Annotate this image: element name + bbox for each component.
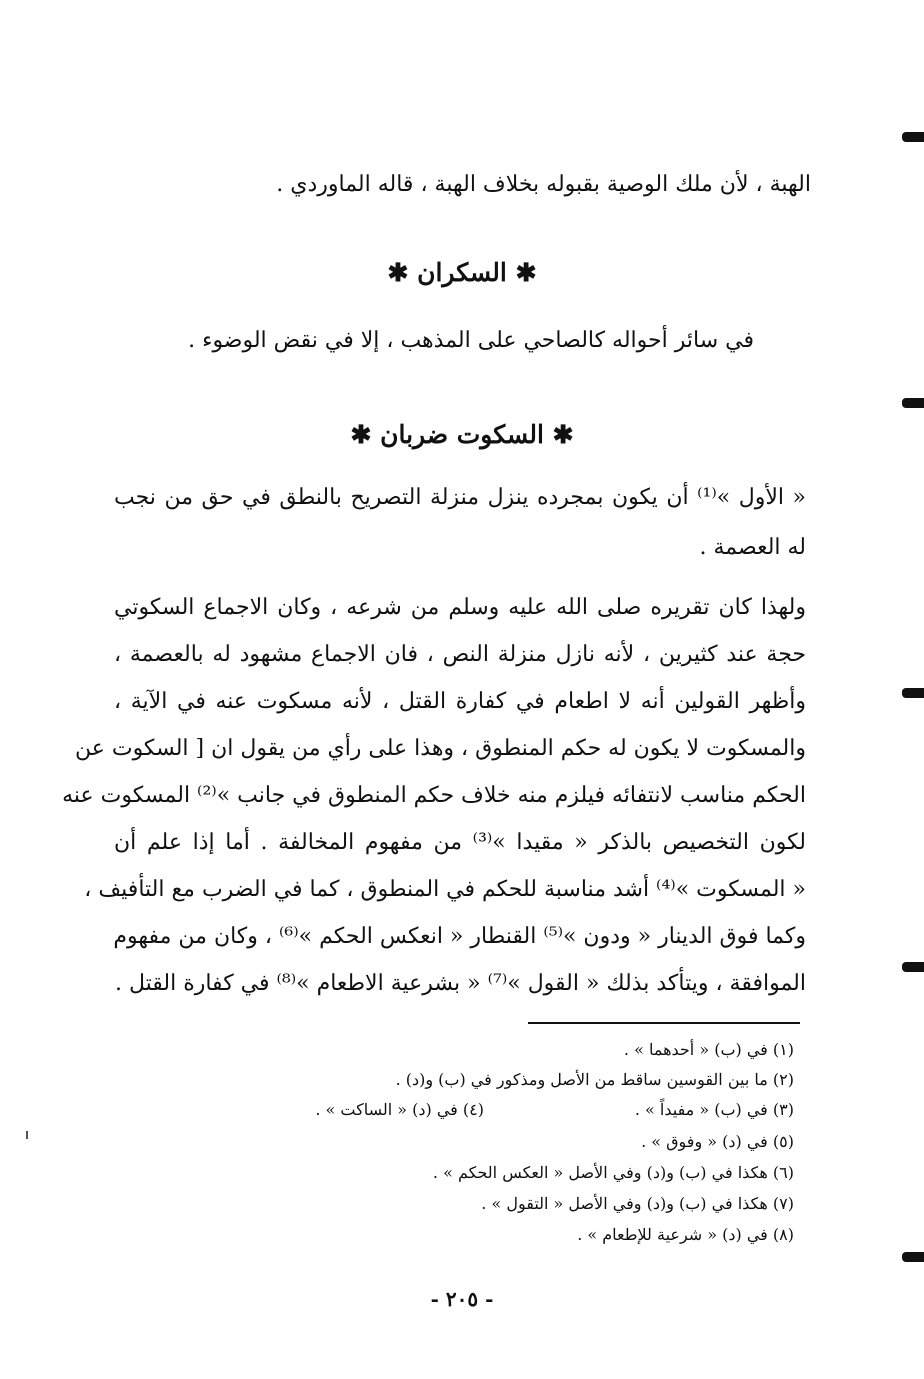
paragraph-line: وأظهر القولين أنه لا اطعام في كفارة القتل ، لأنه مسكوت عنه في الآية ، [114,689,806,714]
scan-tick-mark [26,1131,28,1139]
footnote-6: (٦) هكذا في (ب) و(د) وفي الأصل « العكس الحكم » . [432,1163,794,1182]
footnote-7: (٧) هكذا في (ب) و(د) وفي الأصل « التقول » . [481,1194,794,1213]
paragraph-line: لكون التخصيص بالذكر « مقيدا »⁽³⁾ من مفهوم المخالفة . أما إذا علم أن [114,830,807,855]
scan-edge-mark [902,132,924,142]
paragraph-line: وكما فوق الدينار « ودون »⁽⁵⁾ القنطار « انعكس الحكم »⁽⁶⁾ ، وكان من مفهوم [113,924,806,949]
paragraph-line: ولهذا كان تقريره صلى الله عليه وسلم من شرعه ، وكان الاجماع السكوتي [114,595,806,620]
paragraph-line: والمسكوت لا يكون له حكم المنطوق ، وهذا على رأي من يقول ان [ السكوت عن [74,736,806,761]
paragraph-line: الحكم مناسب لانتفائه فيلزم منه خلاف حكم المنطوق في جانب »⁽²⁾ المسكوت عنه [62,783,806,808]
paragraph-line: « المسكوت »⁽⁴⁾ أشد مناسبة للحكم في المنطوق ، كما في الضرب مع التأفيف ، [84,877,806,902]
footnote-8: (٨) في (د) « شرعية للإطعام » . [577,1225,794,1244]
paragraph-line: حجة عند كثيرين ، لأنه نازل منزلة النص ، فان الاجماع مشهود له بالعصمة ، [114,642,806,667]
section-heading-sukut: ✱ السكوت ضربان ✱ [350,420,574,449]
footnote-2: (٢) ما بين القوسين ساقط من الأصل ومذكور في (ب) و(د) . [395,1070,794,1089]
footnote-separator [528,1022,800,1024]
scan-edge-mark [902,1252,924,1262]
scan-edge-mark [902,398,924,408]
footnote-4: (٤) في (د) « الساكت » . [315,1100,484,1119]
paragraph-line: « الأول »⁽¹⁾ أن يكون بمجرده ينزل منزلة التصريح بالنطق في حق من نجب [114,485,807,510]
section-text-sakran: في سائر أحواله كالصاحي على المذهب ، إلا في نقض الوضوء . [188,328,754,353]
scan-edge-mark [902,688,924,698]
footnote-5: (٥) في (د) « وفوق » . [641,1132,794,1151]
paragraph-line: له العصمة . [699,535,806,560]
footnote-3: (٣) في (ب) « مفيداً » . [634,1100,794,1119]
footnote-1: (١) في (ب) « أحدهما » . [623,1040,794,1059]
scan-edge-mark [902,962,924,972]
intro-line: الهبة ، لأن ملك الوصية بقبوله بخلاف الهبة ، قاله الماوردي . [276,172,811,197]
section-heading-sakran: ✱ السكران ✱ [387,258,537,287]
page-number: - ٢٠٥ - [430,1287,494,1311]
paragraph-line: الموافقة ، ويتأكد بذلك « القول »⁽⁷⁾ « بشرعية الاطعام »⁽⁸⁾ في كفارة القتل . [114,971,806,996]
